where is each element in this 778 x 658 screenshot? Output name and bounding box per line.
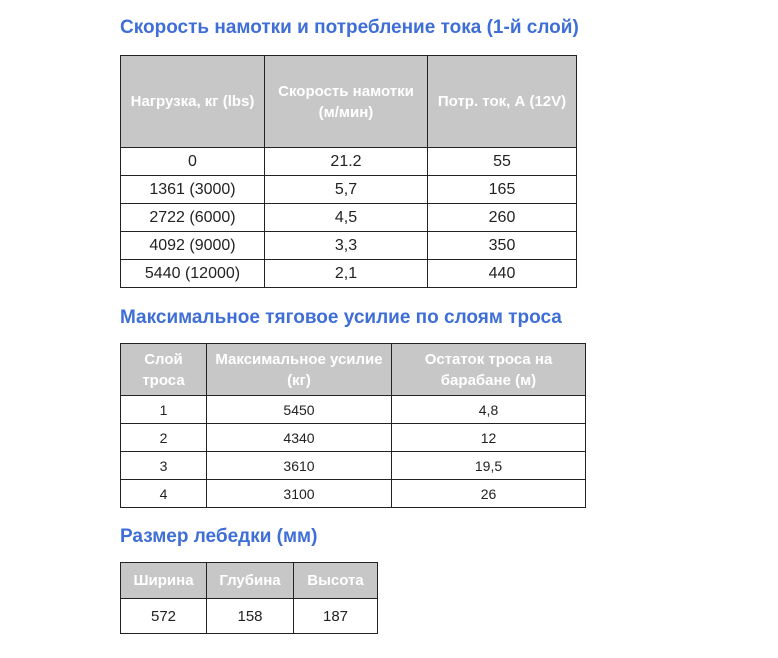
cell-load: 4092 (9000) [121,232,265,260]
section-title-winch-size: Размер лебедки (мм) [120,526,318,547]
table-row [121,204,577,232]
cell-current: 260 [428,204,577,232]
winch-size-table [120,562,378,634]
cell-layer: 2 [121,424,207,452]
cell-max-force: 3100 [207,480,392,508]
cell-rope-remaining: 19,5 [392,452,586,480]
cell-load: 1361 (3000) [121,176,265,204]
column-header-max-force: Максимальное усилие (кг) [207,344,392,396]
cell-rope-remaining: 4,8 [392,396,586,424]
cell-current: 350 [428,232,577,260]
cell-load: 5440 (12000) [121,260,265,288]
cell-rope-remaining: 12 [392,424,586,452]
table-row [121,396,586,424]
section-title-winding-speed: Скорость намотки и потребление тока (1-й слой) [120,17,579,38]
cell-current: 165 [428,176,577,204]
cell-layer: 4 [121,480,207,508]
table-row [121,480,586,508]
column-header-rope-remaining: Остаток троса на барабане (м) [392,344,586,396]
table-row [121,148,577,176]
cell-max-force: 3610 [207,452,392,480]
cell-max-force: 4340 [207,424,392,452]
cell-speed: 2,1 [265,260,428,288]
column-header-load: Нагрузка, кг (lbs) [121,56,265,148]
table-row [121,424,586,452]
table-row [121,232,577,260]
table-header-row [121,563,378,599]
column-header-winding-speed: Скорость намотки (м/мин) [265,56,428,148]
cell-load: 2722 (6000) [121,204,265,232]
table-row [121,599,378,634]
cell-current: 55 [428,148,577,176]
cell-speed: 4,5 [265,204,428,232]
winding-speed-table [120,55,577,288]
cell-layer: 3 [121,452,207,480]
cell-height: 187 [294,599,378,634]
cell-current: 440 [428,260,577,288]
column-header-width: Ширина [121,563,207,599]
max-pull-table [120,343,586,508]
cell-width: 572 [121,599,207,634]
section-title-max-pull: Максимальное тяговое усилие по слоям троса [120,307,562,328]
table-row [121,176,577,204]
column-header-depth: Глубина [207,563,294,599]
cell-speed: 3,3 [265,232,428,260]
cell-speed: 21.2 [265,148,428,176]
column-header-height: Высота [294,563,378,599]
cell-depth: 158 [207,599,294,634]
table-row [121,452,586,480]
table-header-row [121,56,577,148]
cell-rope-remaining: 26 [392,480,586,508]
cell-max-force: 5450 [207,396,392,424]
cell-layer: 1 [121,396,207,424]
cell-load: 0 [121,148,265,176]
column-header-current: Потр. ток, А (12V) [428,56,577,148]
table-row [121,260,577,288]
cell-speed: 5,7 [265,176,428,204]
column-header-layer: Слой троса [121,344,207,396]
table-header-row [121,344,586,396]
